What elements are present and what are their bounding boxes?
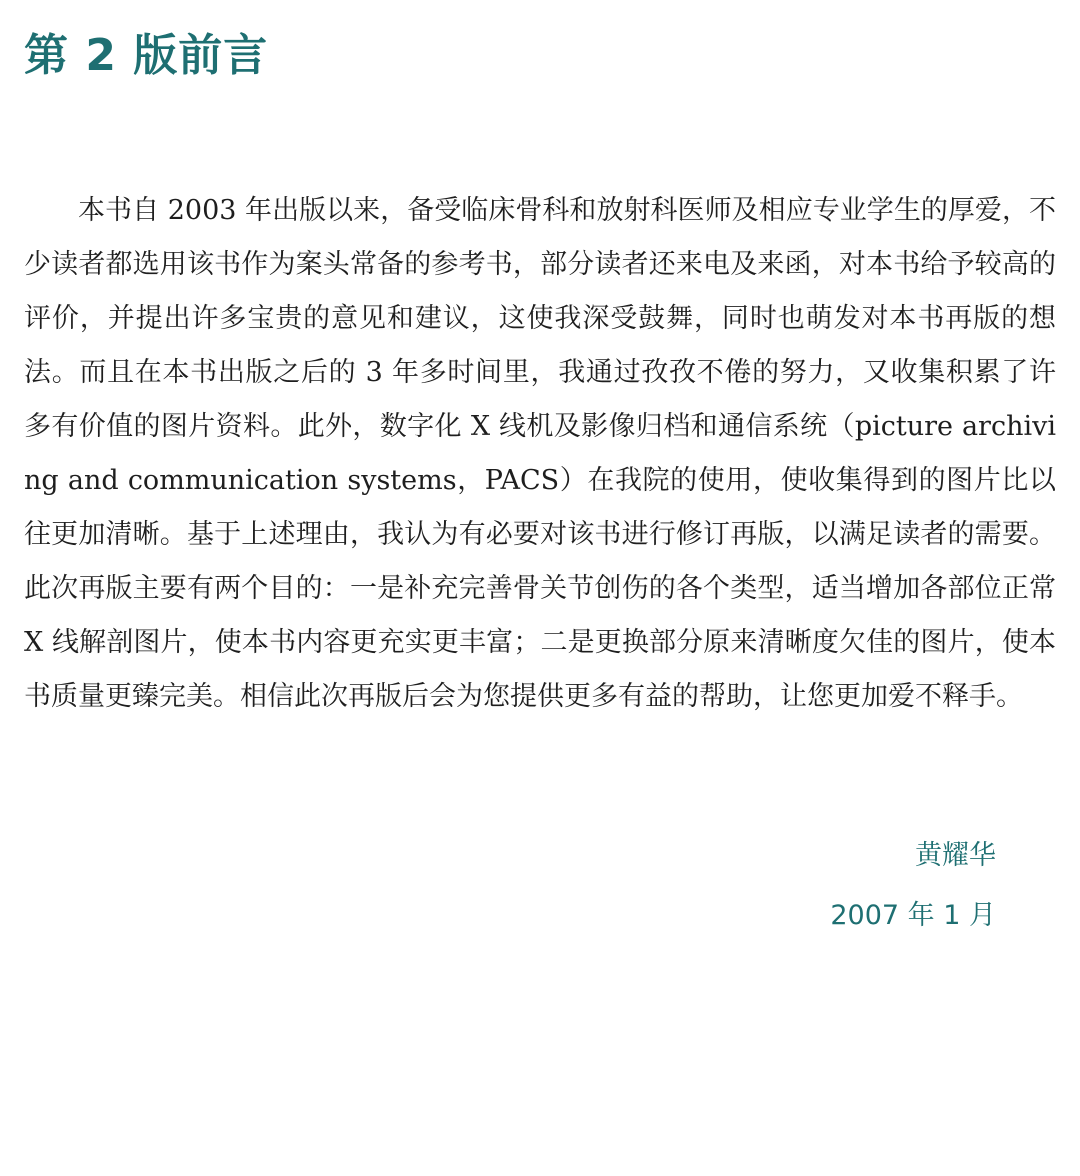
page-title: 第 2 版前言 [24, 30, 269, 81]
preface-paragraph: 本书自 2003 年出版以来，备受临床骨科和放射科医师及相应专业学生的厚爱，不少读者都选用该书作为案头常备的参考书，部分读者还来电及来函，对本书给予较高的评价，并提出许多宝贵的意见和建议，这使我深受鼓舞，同时也萌发对本书再版的想法。而且在本书出版之后的 3 年多时间里，我通过孜孜不倦的努力，又收集积累了许多有价值的图片资料。此外，数字化 X 线机及影像归档和通信系统（picture archiving and communication systems，PACS）在我院的使用，使收集得到的图片比以往更加清晰。基于上述理由，我认为有必要对该书进行修订再版，以满足读者的需要。此次再版主要有两个目的：一是补充完善骨关节创伤的各个类型，适当增加各部位正常 X 线解剖图片，使本书内容更充实更丰富；二是更换部分原来清晰度欠佳的图片，使本书质量更臻完美。相信此次再版后会为您提供更多有益的帮助，让您更加爱不释手。 [24, 195, 1056, 712]
author-name: 黄耀华 [915, 840, 996, 871]
preface-date: 2007 年 1 月 [830, 900, 996, 931]
signature-block [830, 830, 996, 942]
